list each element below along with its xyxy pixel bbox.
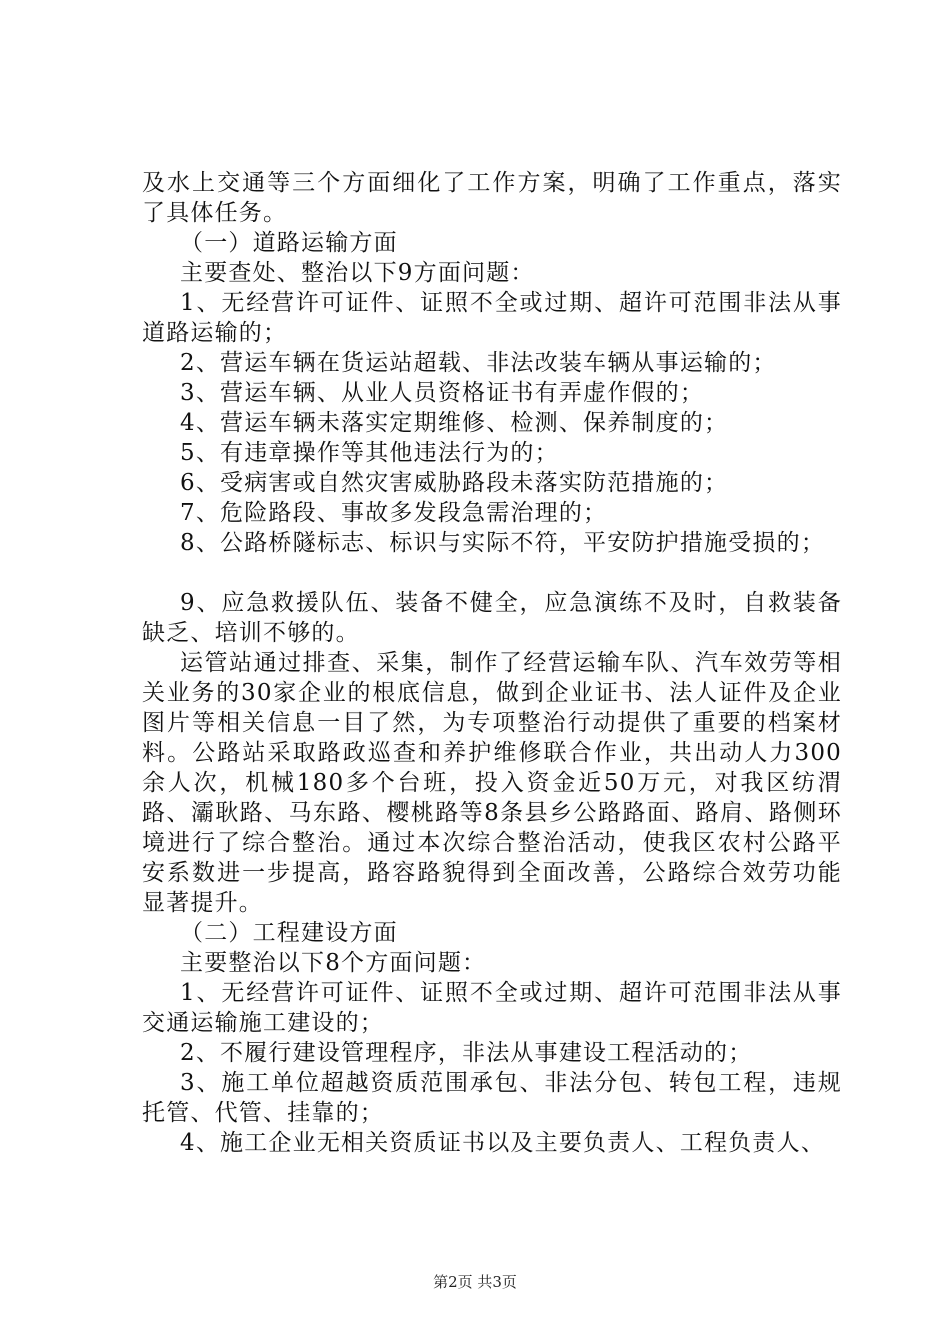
paragraph: 2、不履行建设管理程序，非法从事建设工程活动的；: [180, 1040, 753, 1066]
paragraph: 主要查处、整治以下9方面问题：: [180, 260, 535, 286]
paragraph: 3、营运车辆、从业人员资格证书有弄虚作假的；: [180, 380, 705, 406]
paragraph: 1、无经营许可证件、证照不全或过期、超许可范围非法从事道路运输的；: [142, 290, 842, 346]
paragraph: 9、应急救援队伍、装备不健全，应急演练不及时，自救装备缺乏、培训不够的。: [142, 590, 842, 646]
page-footer: 第2页 共3页: [433, 1273, 517, 1291]
paragraph: （二）工程建设方面: [180, 920, 398, 946]
paragraph: 7、危险路段、事故多发段急需治理的；: [180, 500, 608, 526]
paragraph: 主要整治以下8个方面问题：: [180, 950, 487, 976]
paragraph: 3、施工单位超越资质范围承包、非法分包、转包工程，违规托管、代管、挂靠的；: [142, 1070, 842, 1126]
paragraph: 4、营运车辆未落实定期维修、检测、保养制度的；: [180, 410, 729, 436]
paragraph: 4、施工企业无相关资质证书以及主要负责人、工程负责人、: [180, 1130, 826, 1156]
paragraph: 5、有违章操作等其他违法行为的；: [180, 440, 559, 466]
paragraph: 及水上交通等三个方面细化了工作方案，明确了工作重点，落实了具体任务。: [142, 170, 842, 226]
paragraph: 1、无经营许可证件、证照不全或过期、超许可范围非法从事交通运输施工建设的；: [142, 980, 842, 1036]
paragraph: 运管站通过排查、采集，制作了经营运输车队、汽车效劳等相关业务的30家企业的根底信息，做到企业证书、法人证件及企业图片等相关信息一目了然，为专项整治行动提供了重要的档案材料。公路站采取路政巡查和养护维修联合作业，共出动人力300余人次，机械180多个台班，投入资金近50万元，对我区纺渭路、灞耿路、马东路、樱桃路等8条县乡公路路面、路肩、路侧环境进行了综合整治。通过本次综合整治活动，使我区农村公路平安系数进一步提高，路容路貌得到全面改善，公路综合效劳功能显著提升。: [142, 650, 842, 916]
document-body: [142, 168, 842, 1158]
paragraph: （一）道路运输方面: [180, 230, 398, 256]
paragraph: 2、营运车辆在货运站超载、非法改装车辆从事运输的；: [180, 350, 777, 376]
paragraph: 6、受病害或自然灾害威胁路段未落实防范措施的；: [180, 470, 729, 496]
paragraph: 8、公路桥隧标志、标识与实际不符，平安防护措施受损的；: [180, 530, 826, 556]
